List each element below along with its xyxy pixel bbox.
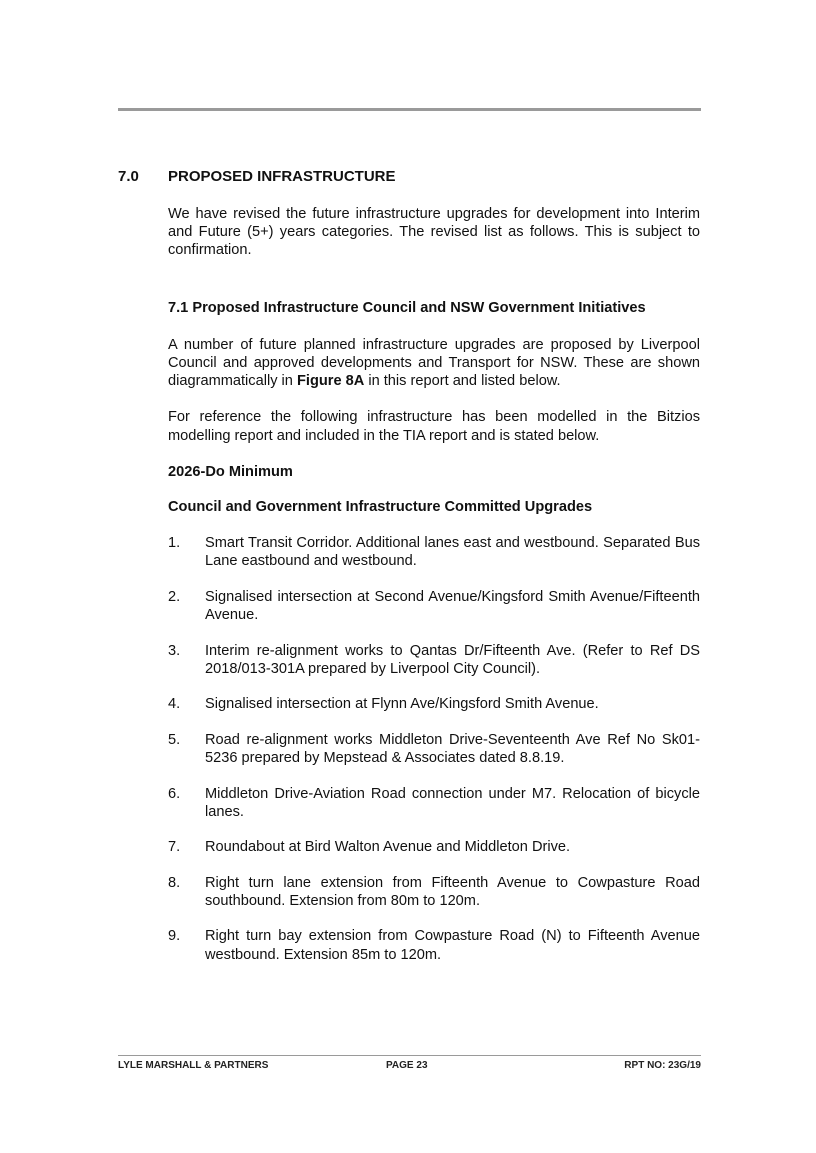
item-number: 6. [168, 785, 181, 802]
paragraph-text: A number of future planned infrastructure upgrades are proposed by Liverpool Council and approved developments and Transport for NSW. These are shown diagrammatically in [168, 336, 700, 390]
item-text: Roundabout at Bird Walton Avenue and Middleton Drive. [205, 839, 571, 856]
list-item [168, 874, 700, 910]
page-footer [118, 1055, 701, 1071]
section-title: PROPOSED INFRASTRUCTURE [168, 168, 396, 185]
item-number: 2. [168, 588, 181, 605]
item-number: 9. [168, 928, 181, 945]
item-number: 8. [168, 874, 181, 891]
section-heading [118, 168, 701, 185]
item-text: Smart Transit Corridor. Additional lanes east and westbound. Separated Bus Lane eastbound and westbound. [205, 535, 700, 570]
list-item [168, 838, 700, 856]
footer-page-number: PAGE 23 [386, 1060, 428, 1071]
list-heading: Council and Government Infrastructure Committed Upgrades [168, 499, 593, 516]
list-item [168, 534, 700, 570]
item-text: Signalised intersection at Flynn Ave/Kingsford Smith Avenue. [205, 696, 599, 713]
item-number: 7. [168, 839, 181, 856]
item-text: Right turn lane extension from Fifteenth Avenue to Cowpasture Road southbound. Extension from 80m to 120m. [205, 874, 700, 909]
section-intro: We have revised the future infrastructure upgrades for development into Interim and Future (5+) years categories. The revised list as follows. This is subject to confirmation. [168, 206, 700, 259]
item-text: Middleton Drive-Aviation Road connection under M7. Relocation of bicycle lanes. [205, 785, 700, 820]
subsection-title: 7.1 Proposed Infrastructure Council and NSW Government Initiatives [168, 299, 646, 316]
item-text: Interim re-alignment works to Qantas Dr/Fifteenth Ave. (Refer to Ref DS 2018/013-301A prepared by Liverpool City Council). [205, 642, 700, 677]
figure-reference: Figure 8A [296, 373, 365, 390]
footer-report-number: RPT NO: 23G/19 [624, 1060, 701, 1071]
section-number: 7.0 [118, 168, 139, 185]
item-text: Road re-alignment works Middleton Drive-Seventeenth Ave Ref No Sk01-5236 prepared by Mepstead & Associates dated 8.8.19. [205, 731, 700, 767]
list-item [168, 785, 700, 821]
list-item [168, 927, 700, 963]
item-number: 4. [168, 696, 181, 713]
item-number: 5. [168, 731, 181, 748]
footer-company: LYLE MARSHALL & PARTNERS [118, 1060, 269, 1071]
subsection-paragraph-2: For reference the following infrastructure has been modelled in the Bitzios modelling report and included in the TIA report and is stated below. [168, 409, 700, 444]
paragraph-text: in this report and listed below. [364, 373, 561, 390]
item-number: 1. [168, 535, 181, 552]
header-rule [118, 108, 701, 111]
subsection-paragraph-1 [168, 336, 700, 391]
item-text: Signalised intersection at Second Avenue/Kingsford Smith Avenue/Fifteenth Avenue. [205, 588, 700, 624]
list-item [168, 642, 700, 678]
scenario-heading: 2026-Do Minimum [168, 463, 293, 480]
item-number: 3. [168, 642, 181, 659]
list-item [168, 695, 700, 713]
item-text: Right turn bay extension from Cowpasture Road (N) to Fifteenth Avenue westbound. Extension 85m to 120m. [205, 928, 700, 963]
page-body [168, 205, 700, 981]
upgrades-list [168, 534, 700, 964]
list-item [168, 588, 700, 624]
list-item [168, 731, 700, 767]
